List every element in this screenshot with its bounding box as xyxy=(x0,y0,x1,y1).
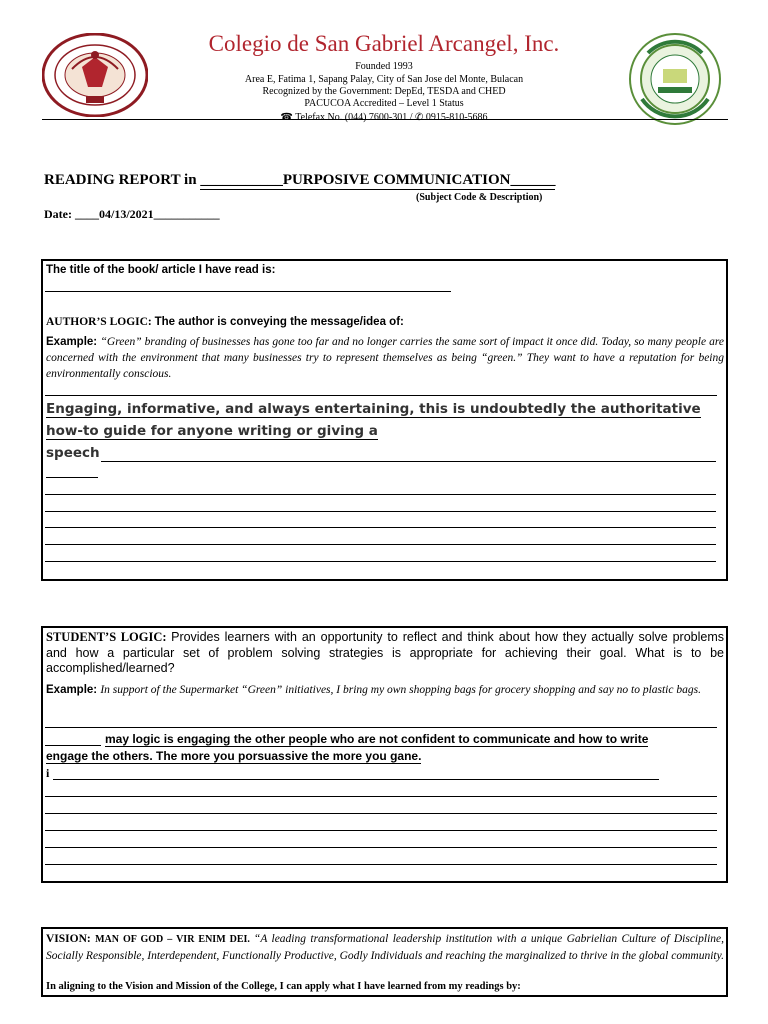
report-title xyxy=(44,172,555,190)
answer-line xyxy=(45,511,716,512)
report-title-prefix: READING REPORT in xyxy=(44,172,201,188)
school-name: Colegio de San Gabriel Arcangel, Inc. xyxy=(208,31,560,56)
date-pre: ____ xyxy=(74,207,99,221)
subject-description-label: (Subject Code & Description) xyxy=(416,192,543,203)
student-logic-prompt: Provides learners with an opportunity to reflect and think about how they actually solve problems and how a particular set of problem solving strategies is appropriate for achieving their goal. What is to be accomplished/learned? xyxy=(46,630,724,675)
date-line xyxy=(44,207,220,222)
author-answer-line-1[interactable]: Engaging, informative, and always entertaining, this is undoubtedly the authoritative xyxy=(46,401,701,417)
vision-text: “A leading transformational leadership institution with a unique Gabrielian Culture of Discipline, Socially Responsible, Interdependent, Functionally Productive, Godly Individuals and reaching the marginalized to thrive in the global community. xyxy=(46,933,724,962)
accreditation-text: PACUCOA Accredited – Level 1 Status xyxy=(304,98,464,109)
answer-line xyxy=(45,796,717,797)
vision-label: VISION: xyxy=(46,933,96,945)
contact-text: ☎ Telefax No. (044) 7600-301 / ✆ 0915-810-5686 xyxy=(280,112,488,123)
student-answer-line-1[interactable]: may logic is engaging the other people who are not confident to communicate and how to write xyxy=(105,732,649,746)
answer-line xyxy=(53,779,659,780)
author-logic-prompt: The author is conveying the message/idea of: xyxy=(154,316,404,328)
vision-statement xyxy=(46,931,724,964)
vision-application-prompt: In aligning to the Vision and Mission of the College, I can apply what I have learned from my readings by: xyxy=(46,981,521,992)
answer-line xyxy=(101,461,716,462)
student-logic-box xyxy=(41,626,728,883)
report-title-tail: ______ xyxy=(510,172,556,188)
answer-line xyxy=(45,745,101,746)
vision-box xyxy=(41,927,728,997)
address-text: Area E, Fatima 1, Sapang Palay, City of San Jose del Monte, Bulacan xyxy=(244,74,524,85)
author-logic-heading xyxy=(46,316,404,328)
date-field[interactable]: 04/13/2021 xyxy=(98,207,154,221)
student-example-text: In support of the Supermarket “Green” initiatives, I bring my own shopping bags for grocery shopping and say no to plastic bags. xyxy=(100,684,701,696)
student-example-label: Example: xyxy=(46,684,101,696)
answer-line xyxy=(45,561,716,562)
date-post: ___________ xyxy=(153,207,220,221)
date-label: Date: xyxy=(44,207,75,221)
answer-line xyxy=(45,830,717,831)
recognition-text: Recognized by the Government: DepEd, TESDA and CHED xyxy=(262,86,506,97)
student-answer-line-2[interactable]: engage the others. The more you porsuassive the more you gane. xyxy=(46,749,422,763)
student-answer-line-3[interactable]: i xyxy=(46,766,50,780)
author-logic-box xyxy=(41,259,728,581)
report-title-gap: ___________ xyxy=(200,172,283,188)
student-logic-label: STUDENT’S LOGIC: xyxy=(46,630,172,644)
author-answer-line-2[interactable]: how-to guide for anyone writing or giving a xyxy=(46,423,378,439)
student-logic-intro xyxy=(46,630,724,677)
answer-line xyxy=(45,527,716,528)
author-answer-line-3[interactable]: speech xyxy=(46,445,100,461)
answer-line xyxy=(45,544,716,545)
founded-text: Founded 1993 xyxy=(355,61,413,72)
answer-line xyxy=(45,395,717,396)
author-example-text: “Green” branding of businesses has gone too far and no longer carries the same sort of impact it once did. Today, so many people are concerned with the environment that many businesses try to represent themselves as being “green.” They want to have a reputation for being environmentally conscious. xyxy=(46,336,725,380)
answer-line xyxy=(45,727,717,728)
author-example xyxy=(46,334,724,382)
author-logic-label: AUTHOR’S LOGIC: xyxy=(46,316,155,328)
answer-line xyxy=(45,847,717,848)
student-example xyxy=(46,682,724,698)
answer-line xyxy=(46,477,98,478)
answer-line xyxy=(45,813,717,814)
answer-line xyxy=(45,864,717,865)
author-example-label: Example: xyxy=(46,336,101,348)
subject-field[interactable]: PURPOSIVE COMMUNICATION xyxy=(282,172,511,188)
vision-motto: MAN OF GOD – VIR ENIM DEI. xyxy=(95,934,254,945)
book-title-prompt: The title of the book/ article I have read is: xyxy=(46,264,276,276)
book-title-field[interactable] xyxy=(45,291,451,292)
answer-line xyxy=(45,494,716,495)
